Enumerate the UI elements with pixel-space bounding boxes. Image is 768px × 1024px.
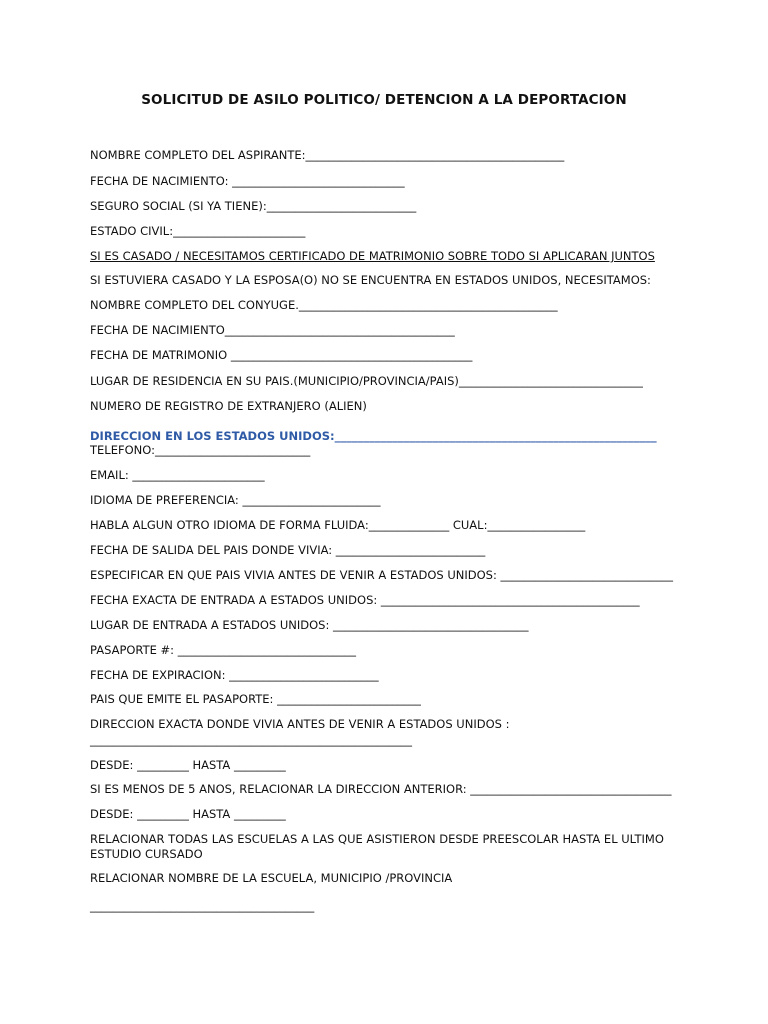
note-certificado-matrimonio: SI ES CASADO / NECESITAMOS CERTIFICADO DE MATRIMONIO SOBRE TODO SI APLICARAN JUNTOS (90, 249, 655, 263)
field-fecha-matrimonio: FECHA DE MATRIMONIO __________________________________________ (90, 348, 473, 362)
field-fecha-entrada: FECHA EXACTA DE ENTRADA A ESTADOS UNIDOS: _____________________________________________ (90, 593, 640, 607)
field-email: EMAIL: _______________________ (90, 468, 265, 482)
section-direccion-eeuu: DIRECCION EN LOS ESTADOS UNIDOS:________________________________________________________ (90, 429, 657, 443)
field-telefono: TELEFONO:___________________________ (90, 443, 311, 457)
field-seguro-social: SEGURO SOCIAL (SI YA TIENE):__________________________ (90, 199, 417, 213)
field-direccion-anterior: SI ES MENOS DE 5 ANOS, RELACIONAR LA DIRECCION ANTERIOR: ___________________________________ (90, 782, 672, 796)
field-pais-emite-pasaporte: PAIS QUE EMITE EL PASAPORTE: _________________________ (90, 692, 421, 706)
field-pasaporte: PASAPORTE #: _______________________________ (90, 643, 356, 657)
field-pais-anterior: ESPECIFICAR EN QUE PAIS VIVIA ANTES DE VENIR A ESTADOS UNIDOS: ______________________________ (90, 568, 673, 582)
field-nombre-escuela-blank: _______________________________________ (90, 899, 315, 913)
document-title: SOLICITUD DE ASILO POLITICO/ DETENCION A LA DEPORTACION (141, 92, 627, 108)
field-lugar-residencia: LUGAR DE RESIDENCIA EN SU PAIS.(MUNICIPIO/PROVINCIA/PAIS)________________________________ (90, 374, 643, 388)
field-nombre-conyuge: NOMBRE COMPLETO DEL CONYUGE._____________________________________________ (90, 298, 558, 312)
field-nombre-escuela: RELACIONAR NOMBRE DE LA ESCUELA, MUNICIPIO /PROVINCIA (90, 871, 453, 885)
field-fecha-nacimiento-conyuge: FECHA DE NACIMIENTO________________________________________ (90, 323, 455, 337)
field-direccion-exacta: DIRECCION EXACTA DONDE VIVIA ANTES DE VENIR A ESTADOS UNIDOS : (90, 717, 510, 731)
field-otro-idioma: HABLA ALGUN OTRO IDIOMA DE FORMA FLUIDA:______________ CUAL:_________________ (90, 518, 586, 532)
field-fecha-nacimiento: FECHA DE NACIMIENTO: ______________________________ (90, 174, 405, 188)
field-desde-hasta-1: DESDE: _________ HASTA _________ (90, 758, 286, 772)
field-nombre-aspirante: NOMBRE COMPLETO DEL ASPIRANTE:_____________________________________________ (90, 148, 565, 162)
field-fecha-salida: FECHA DE SALIDA DEL PAIS DONDE VIVIA: __________________________ (90, 543, 486, 557)
note-esposa-fuera: SI ESTUVIERA CASADO Y LA ESPOSA(O) NO SE ENCUENTRA EN ESTADOS UNIDOS, NECESITAMOS: (90, 273, 651, 287)
field-desde-hasta-2: DESDE: _________ HASTA _________ (90, 807, 286, 821)
field-estado-civil: ESTADO CIVIL:_______________________ (90, 224, 306, 238)
field-direccion-exacta-blank: ________________________________________________________ (90, 733, 412, 747)
field-escuelas: RELACIONAR TODAS LAS ESCUELAS A LAS QUE ASISTIERON DESDE PREESCOLAR HASTA EL ULTIMO ESTUDIO CURSADO (90, 832, 664, 861)
field-idioma-preferencia: IDIOMA DE PREFERENCIA: ________________________ (90, 493, 381, 507)
field-fecha-expiracion: FECHA DE EXPIRACION: __________________________ (90, 668, 379, 682)
field-lugar-entrada: LUGAR DE ENTRADA A ESTADOS UNIDOS: __________________________________ (90, 618, 529, 632)
field-registro-extranjero: NUMERO DE REGISTRO DE EXTRANJERO (ALIEN) (90, 399, 367, 413)
